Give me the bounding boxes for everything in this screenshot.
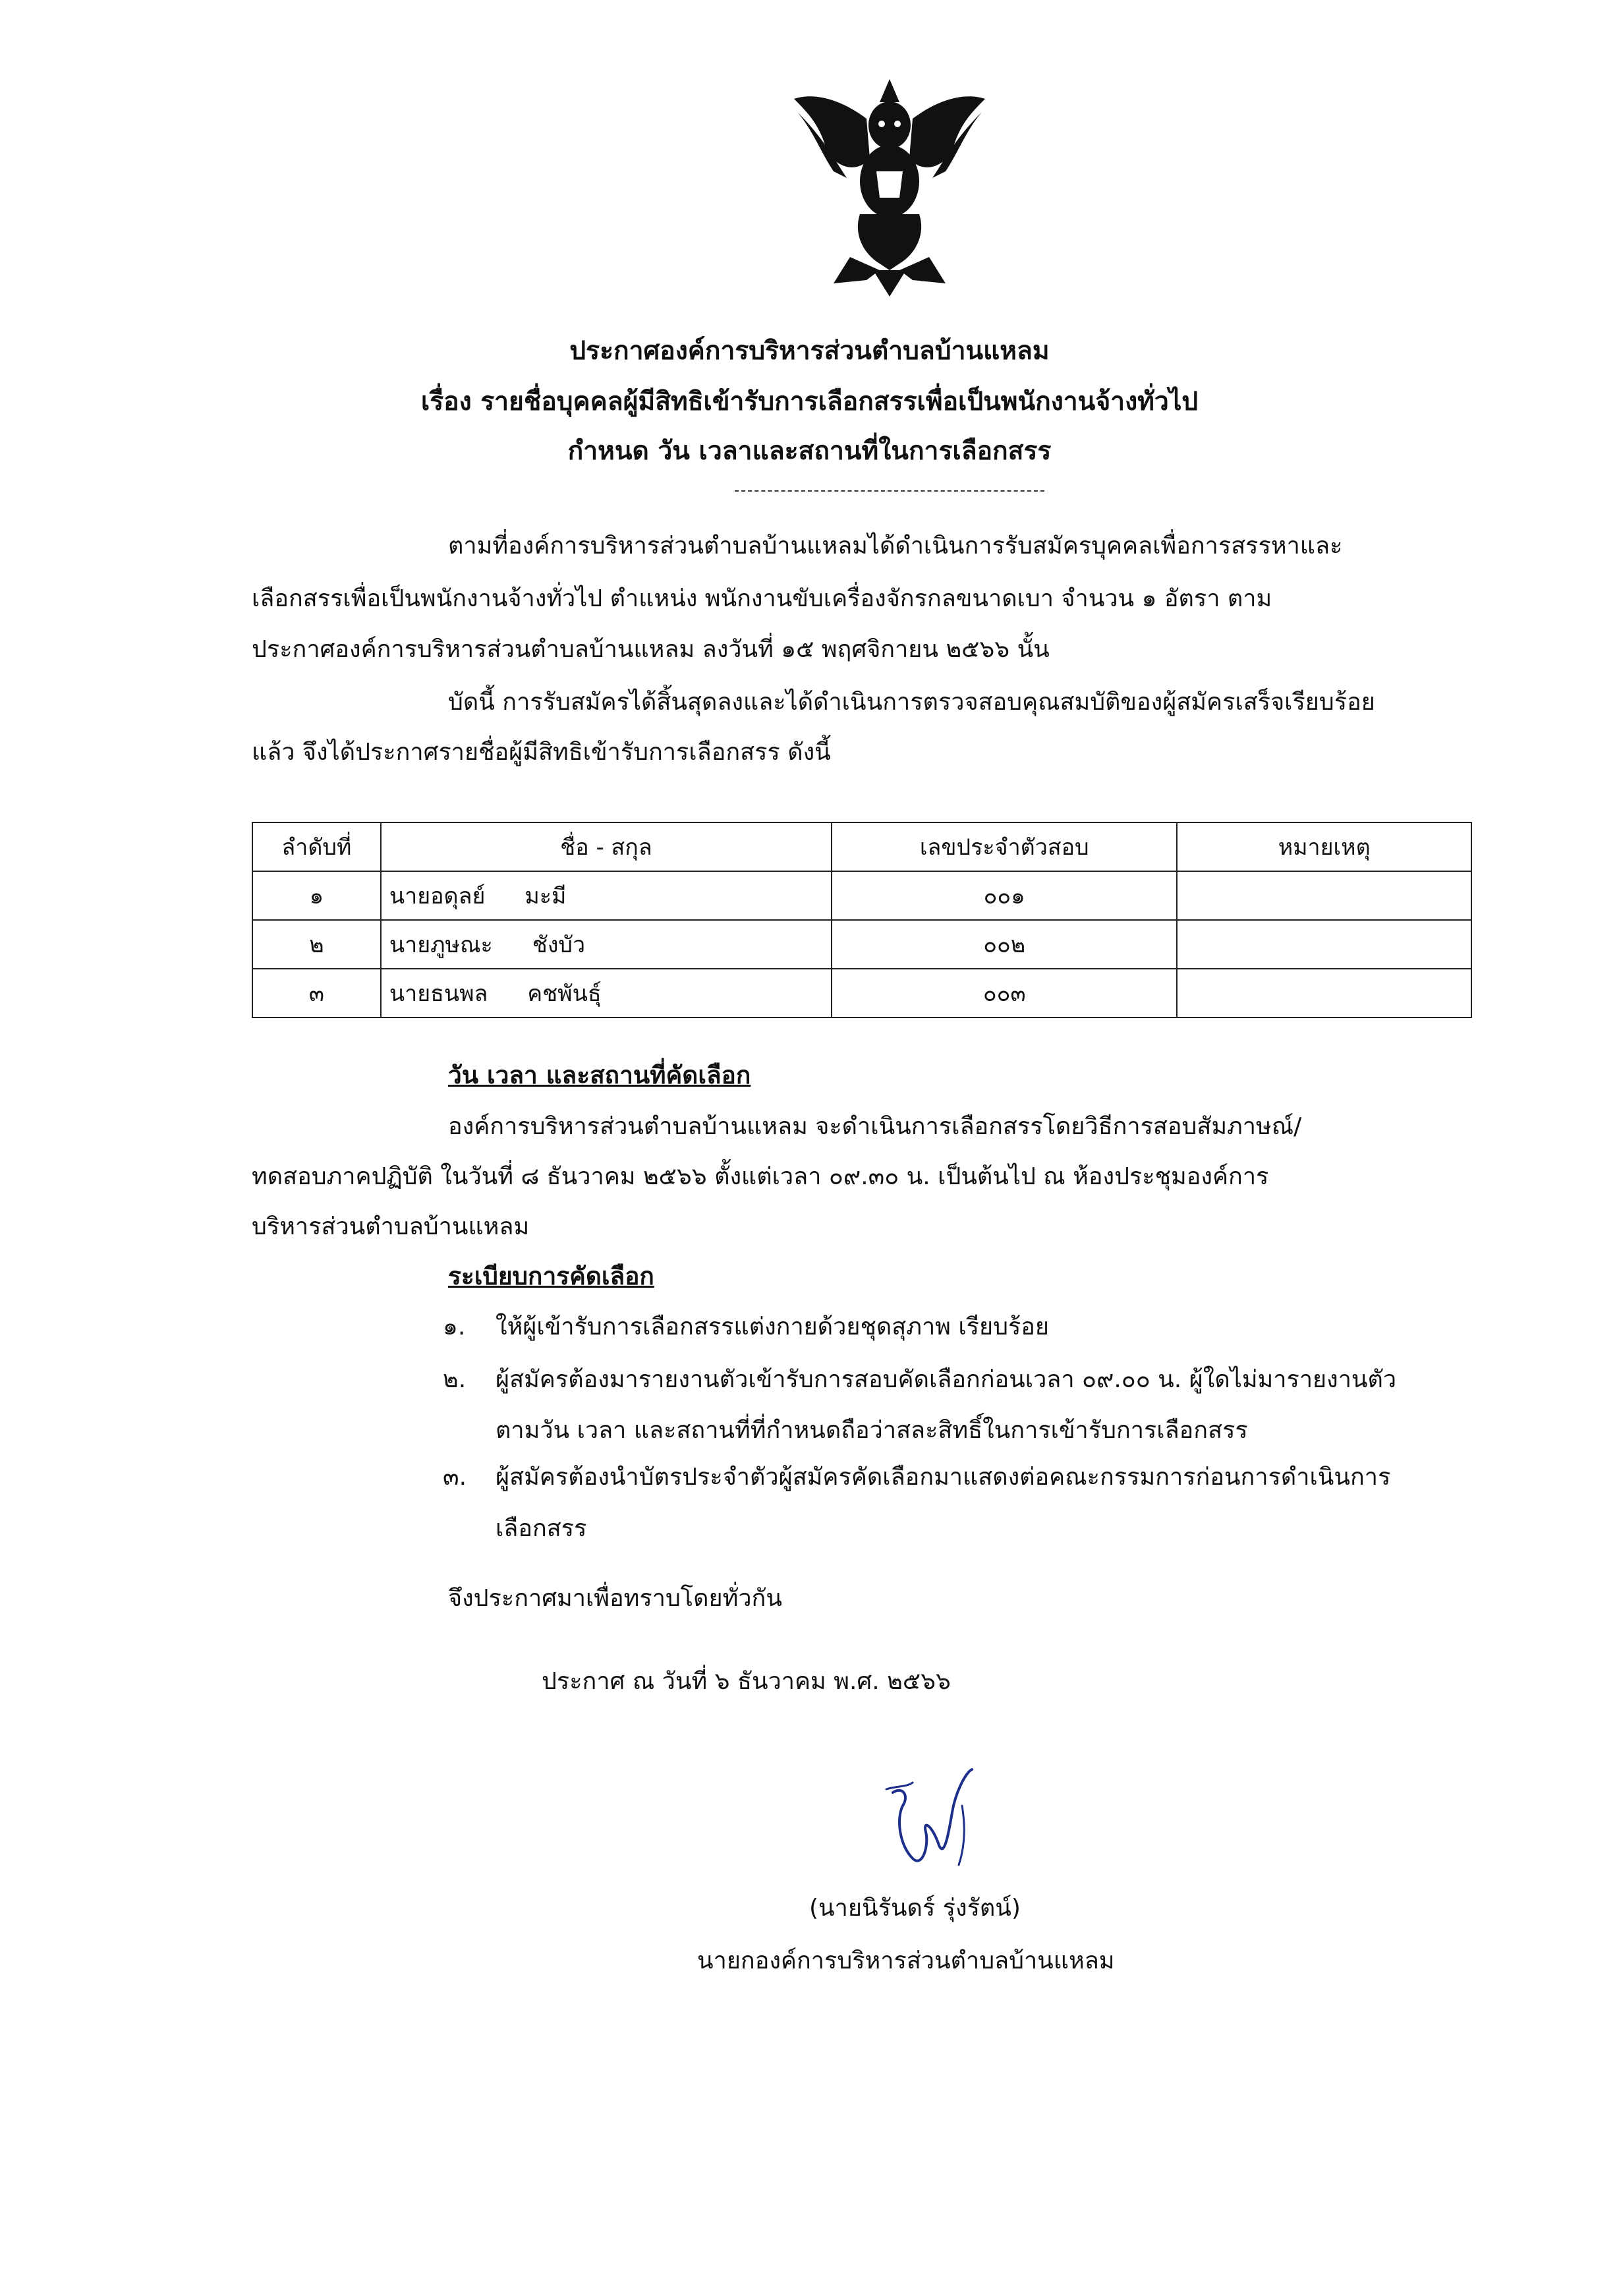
garuda-emblem-icon [787,72,992,300]
closing-text: จึงประกาศมาเพื่อทราบโดยทั่วกัน [448,1585,782,1612]
candidate-name [381,871,832,920]
intro-text: ประกาศองค์การบริหารส่วนตำบลบ้านแหลม ลงวันที่ ๑๕ พฤศจิกายน ๒๕๖๖ นั้น [252,636,1050,663]
intro-text: บัดนี้ การรับสมัครได้สิ้นสุดลงและได้ดำเนินการตรวจสอบคุณสมบัติของผู้สมัครเสร็จเรียบร้อย [448,689,1375,716]
schedule-heading: วัน เวลา และสถานที่คัดเลือก [448,1061,751,1089]
title-divider [735,490,1044,492]
candidate-table [252,822,1472,1018]
first-name: นายอดุลย์ [389,883,486,909]
exam-id: ๐๐๒ [832,920,1177,969]
rules-heading: ระเบียบการคัดเลือก [448,1262,654,1290]
signatory-name: (นายนิรันดร์ รุ่งรัตน์) [809,1895,1021,1922]
row-number: ๓ [252,969,381,1018]
announcement-subtitle: กำหนด วัน เวลาและสถานที่ในการเลือกสรร [567,436,1052,466]
rule-text: ตามวัน เวลา และสถานที่ที่กำหนดถือว่าสละสิทธิ์ในการเข้ารับการเลือกสรร [496,1417,1248,1444]
exam-id: ๐๐๓ [832,969,1177,1018]
row-number: ๒ [252,920,381,969]
intro-text: เลือกสรรเพื่อเป็นพนักงานจ้างทั่วไป ตำแหน่ง พนักงานขับเครื่องจักรกลขนาดเบา จำนวน ๑ อัตรา ตาม [252,585,1272,612]
remark [1177,920,1471,969]
intro-text: แล้ว จึงได้ประกาศรายชื่อผู้มีสิทธิเข้ารับการเลือกสรร ดังนี้ [252,739,831,766]
candidate-name [381,969,832,1018]
announcement-title: ประกาศองค์การบริหารส่วนตำบลบ้านแหลม [569,336,1050,366]
rule-text: ให้ผู้เข้ารับการเลือกสรรแต่งกายด้วยชุดสุภาพ เรียบร้อย [496,1313,1049,1340]
last-name: คชพันธุ์ [527,981,602,1007]
column-header: หมายเหตุ [1177,822,1471,871]
remark [1177,969,1471,1018]
announcement-date: ประกาศ ณ วันที่ ๖ ธันวาคม พ.ศ. ๒๕๖๖ [542,1668,951,1695]
column-header: ลำดับที่ [252,822,381,871]
last-name: มะมี [525,883,567,909]
rule-number: ๒. [443,1366,467,1393]
schedule-text: บริหารส่วนตำบลบ้านแหลม [252,1213,530,1240]
first-name: นายภูษณะ [389,932,493,958]
candidate-name [381,920,832,969]
table-row [252,920,1471,969]
signatory-position: นายกองค์การบริหารส่วนตำบลบ้านแหลม [697,1947,1115,1974]
schedule-text: องค์การบริหารส่วนตำบลบ้านแหลม จะดำเนินการเลือกสรรโดยวิธีการสอบสัมภาษณ์/ [448,1113,1302,1140]
last-name: ชังบัว [532,932,586,958]
table-row [252,969,1471,1018]
table-header-row [252,822,1471,871]
rule-text: เลือกสรร [496,1515,587,1542]
rule-number: ๓. [443,1464,467,1491]
first-name: นายธนพล [389,981,488,1007]
column-header: ชื่อ - สกุล [381,822,832,871]
rule-text: ผู้สมัครต้องมารายงานตัวเข้ารับการสอบคัดเลือกก่อนเวลา ๐๙.๐๐ น. ผู้ใดไม่มารายงานตัว [496,1366,1397,1393]
signature-icon [866,1766,998,1885]
rule-number: ๑. [443,1313,466,1340]
announcement-subject: เรื่อง รายชื่อบุคคลผู้มีสิทธิเข้ารับการเลือกสรรเพื่อเป็นพนักงานจ้างทั่วไป [420,387,1199,416]
intro-text: ตามที่องค์การบริหารส่วนตำบลบ้านแหลมได้ดำเนินการรับสมัครบุคคลเพื่อการสรรหาและ [448,532,1343,560]
schedule-text: ทดสอบภาคปฏิบัติ ในวันที่ ๘ ธันวาคม ๒๕๖๖ ตั้งแต่เวลา ๐๙.๓๐ น. เป็นต้นไป ณ ห้องประชุมองค์การ [252,1163,1269,1190]
table-row [252,871,1471,920]
row-number: ๑ [252,871,381,920]
exam-id: ๐๐๑ [832,871,1177,920]
rule-text: ผู้สมัครต้องนำบัตรประจำตัวผู้สมัครคัดเลือกมาแสดงต่อคณะกรรมการก่อนการดำเนินการ [496,1464,1391,1491]
column-header: เลขประจำตัวสอบ [832,822,1177,871]
remark [1177,871,1471,920]
